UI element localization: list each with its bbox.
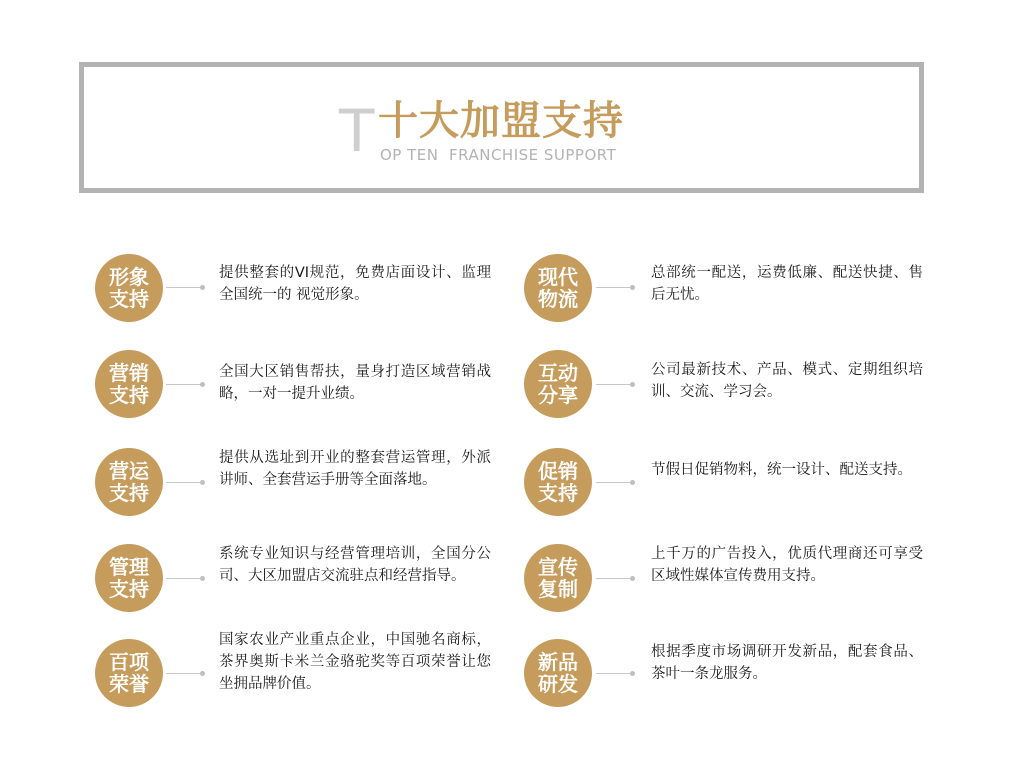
page-title: 十大加盟支持 xyxy=(378,98,624,144)
support-description: 国家农业产业重点企业，中国驰名商标，茶界奥斯卡米兰金骆驼奖等百项荣誉让您坐拥品牌价值。 xyxy=(219,632,491,692)
support-description: 上千万的广告投入，优质代理商还可享受区域性媒体宣传费用支持。 xyxy=(651,546,923,584)
support-badge: 宣传 复制 xyxy=(524,544,592,612)
connector-line xyxy=(596,287,632,288)
connector-line xyxy=(596,673,632,674)
support-description: 提供整套的VI规范，免费店面设计、监理全国统一的 视觉形象。 xyxy=(219,265,491,303)
connector-line xyxy=(166,673,202,674)
connector-line xyxy=(596,578,632,579)
connector-line xyxy=(166,578,202,579)
support-badge: 营运 支持 xyxy=(95,448,163,516)
support-badge: 管理 支持 xyxy=(95,544,163,612)
support-description: 公司最新技术、产品、模式、定期组织培训、交流、学习会。 xyxy=(651,362,923,400)
connector-line xyxy=(166,482,202,483)
connector-line xyxy=(166,287,202,288)
support-description: 节假日促销物料，统一设计、配送支持。 xyxy=(651,462,912,478)
connector-line xyxy=(596,482,632,483)
support-badge: 促销 支持 xyxy=(524,448,592,516)
support-description: 提供从选址到开业的整套营运管理，外派讲师、全套营运手册等全面落地。 xyxy=(219,450,491,488)
connector-line xyxy=(596,384,632,385)
connector-line xyxy=(166,384,202,385)
support-badge: 营销 支持 xyxy=(95,350,163,418)
support-description: 根据季度市场调研开发新品，配套食品、茶叶一条龙服务。 xyxy=(651,644,923,682)
support-badge: 百项 荣誉 xyxy=(95,639,163,707)
page-subtitle: OP TEN FRANCHISE SUPPORT xyxy=(380,146,617,164)
support-badge: 现代 物流 xyxy=(524,254,592,322)
header-big-letter: T xyxy=(339,97,375,165)
support-description: 总部统一配送，运费低廉、配送快捷、售后无忧。 xyxy=(651,265,923,303)
support-badge: 形象 支持 xyxy=(95,254,163,322)
support-badge: 新品 研发 xyxy=(524,639,592,707)
support-badge: 互动 分享 xyxy=(524,350,592,418)
support-description: 全国大区销售帮扶，量身打造区域营销战略，一对一提升业绩。 xyxy=(219,364,491,402)
support-description: 系统专业知识与经营管理培训，全国分公司、大区加盟店交流驻点和经营指导。 xyxy=(219,546,491,584)
